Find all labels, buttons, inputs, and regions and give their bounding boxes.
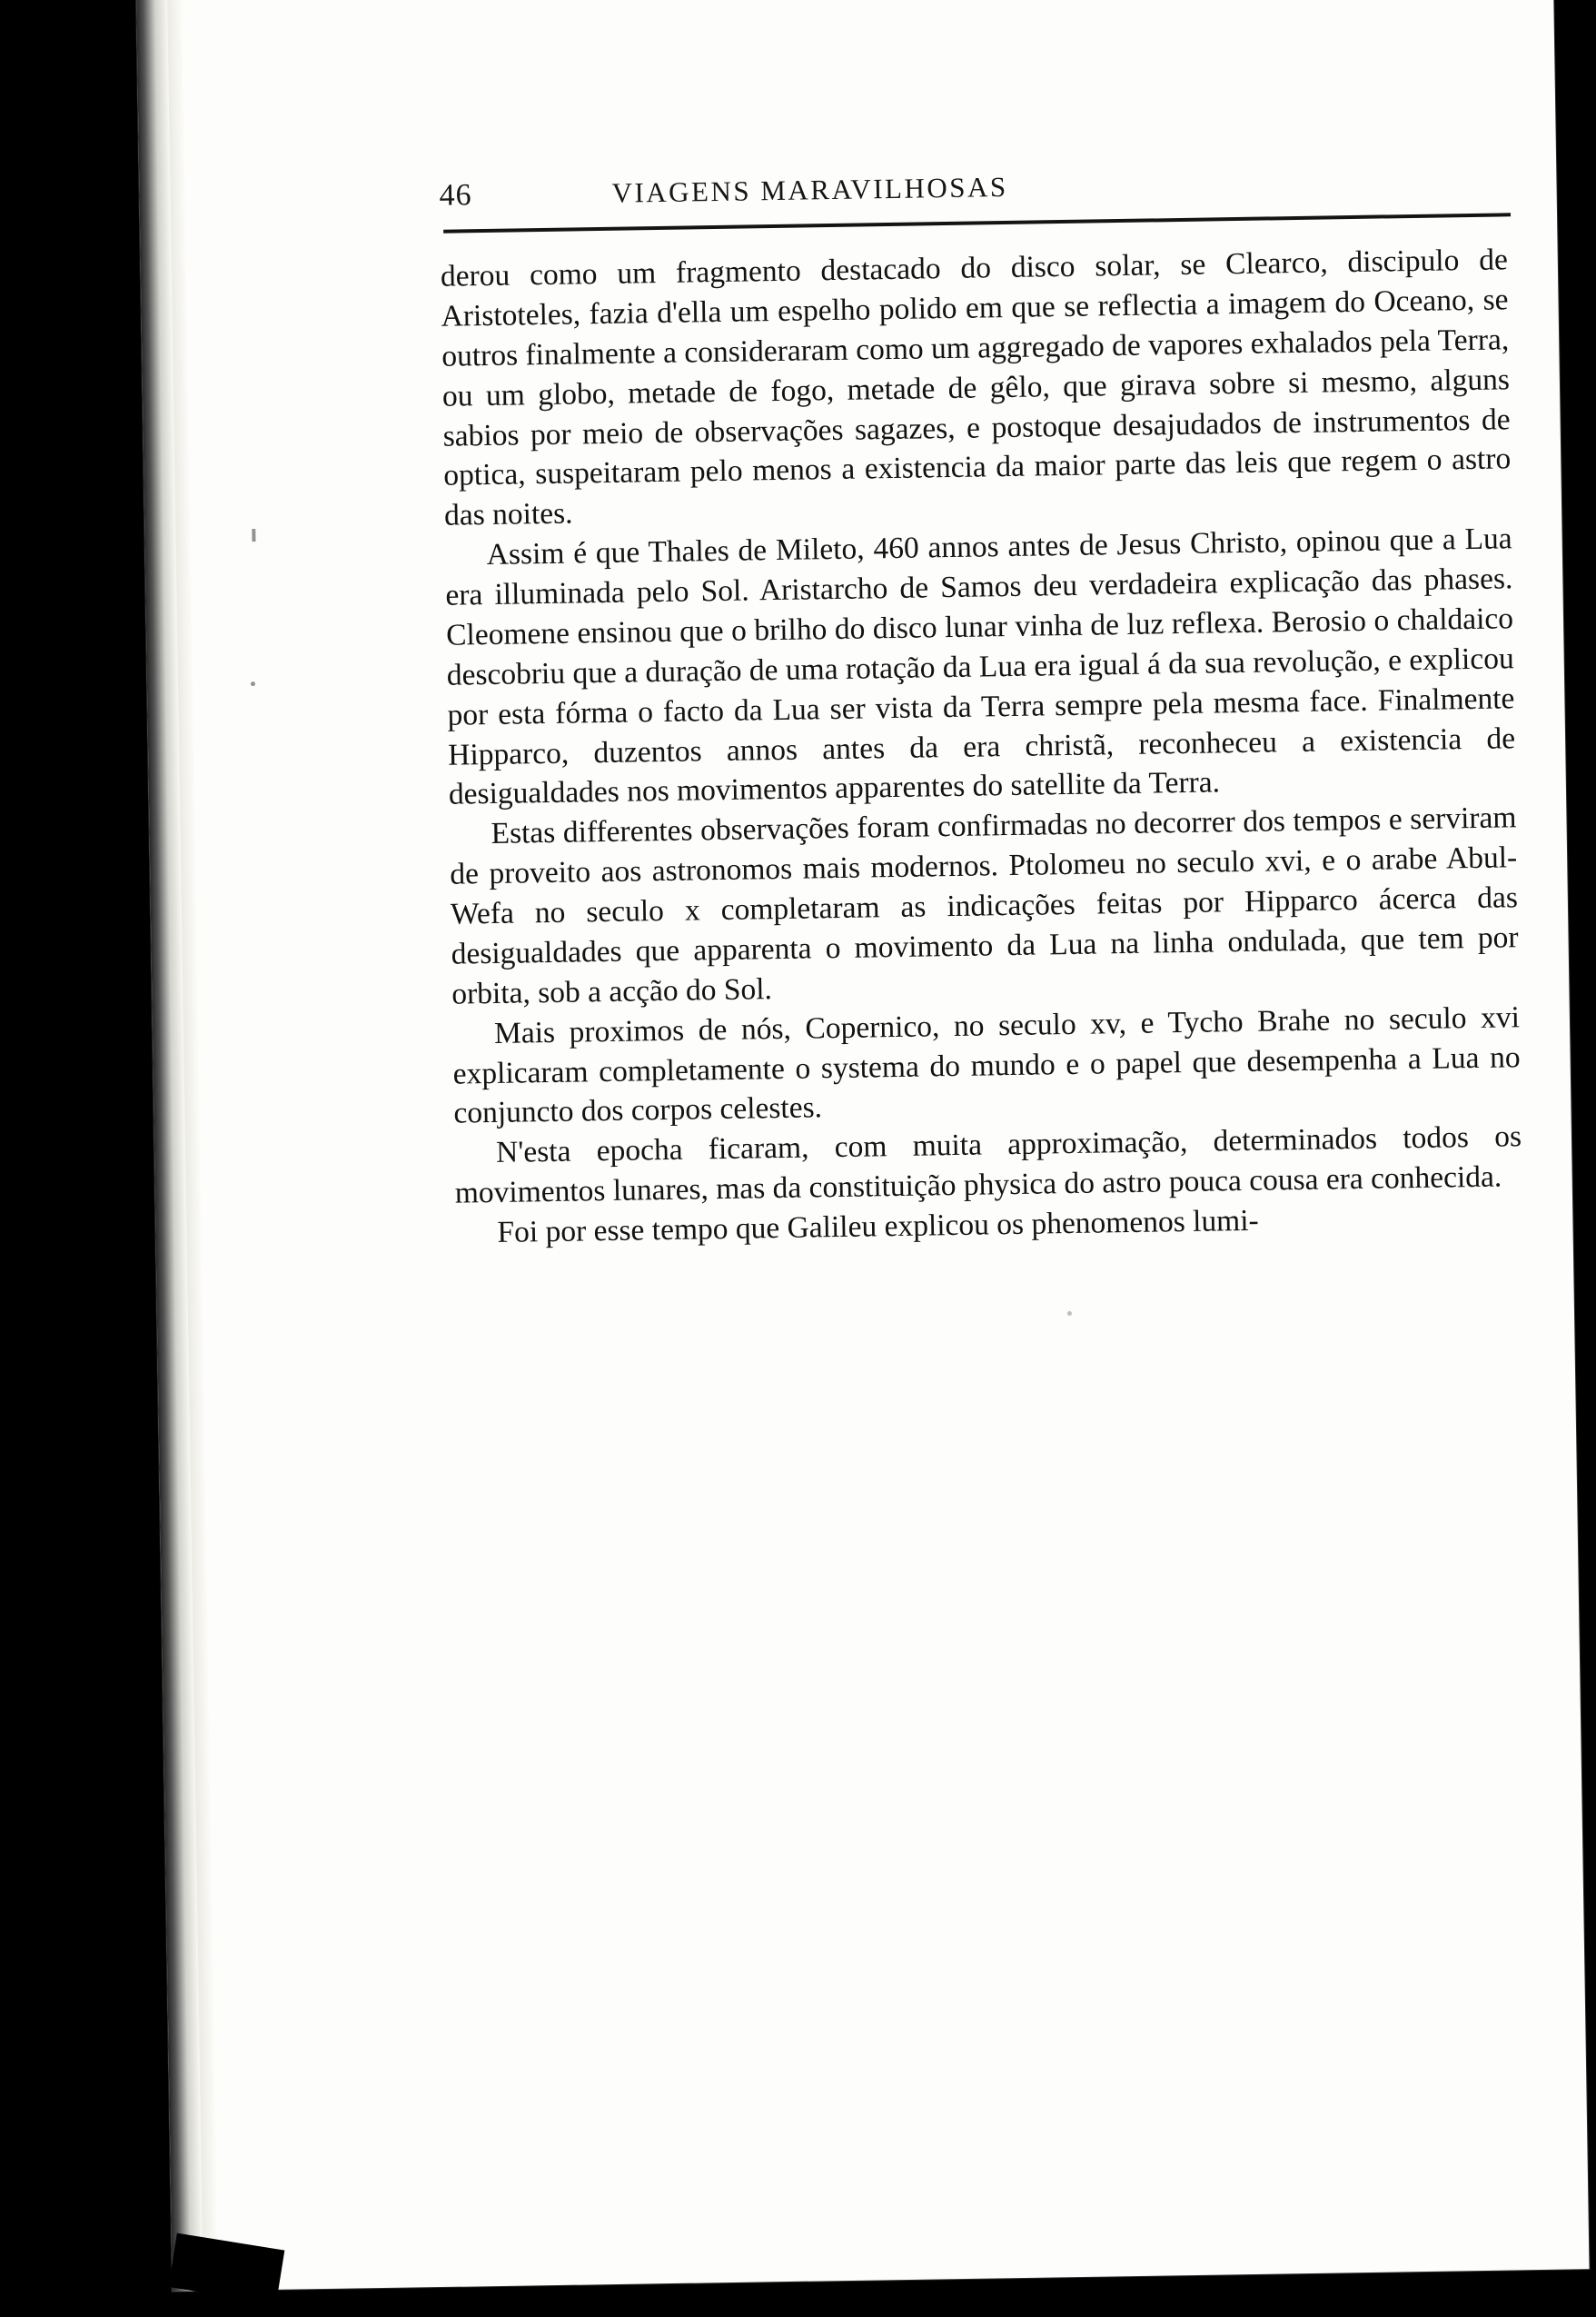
body-text [441,240,1523,1253]
page-content [439,162,1536,1253]
paragraph-3: Estas differentes observações foram confirmadas no decorrer dos tempos e serviram de proveito aos astronomos mais modernos. Ptolomeu no seculo xvi, e o arabe Abul-Wefa no seculo x completaram as indicações feitas por Hipparco ácerca das desigualdades que apparenta o movimento da Lua na linha ondulada, que tem por orbita, sob a acção do Sol. [449,801,1519,1011]
header-rule [443,213,1511,233]
paragraph-4: Mais proximos de nós, Copernico, no seculo xv, e Tycho Brahe no seculo xvi explicaram completamente o systema do mundo e o papel que desempenha a Lua no conjuncto dos corpos celestes. [452,999,1521,1131]
page-header [439,162,1520,214]
paragraph-5: N'esta epocha ficaram, com muita approximação, determinados todos os movimentos lunares, mas da constituição physica do astro pouca cousa era conhecida. [454,1119,1522,1210]
paragraph-1: derou como um fragmento destacado do disco solar, se Clearco, discipulo de Aristoteles, fazia d'ella um espelho polido em que se reflectia a imagem do Oceano, se outros finalmente a consideraram como um aggregado de vapores exhalados pela Terra, ou um globo, metade de fogo, metade de gêlo, que girava sobre si mesmo, alguns sabios por meio de observações sagazes, e postoque desajudados de instrumentos de optica, suspeitaram pelo menos a existencia da maior parte das leis que regem o astro das noites. [440,243,1512,532]
margin-scan-mark [252,529,255,542]
page-scan-speck [1067,1311,1072,1316]
page-edge-shadow [168,2233,284,2304]
margin-scan-speck [251,681,255,686]
book-page-sheet [136,0,1590,2292]
paragraph-6: Foi por esse tempo que Galileu explicou os phenomenos lumi- [497,1203,1259,1249]
paragraph-2: Assim é que Thales de Mileto, 460 annos antes de Jesus Christo, opinou que a Lua era illuminada pelo Sol. Aristarcho de Samos deu verdadeira explicação das phases. Cleomene ensinou que o brilho do disco lunar vinha de luz reflexa. Berosio o chaldaico descobriu que a duração de uma rotação da Lua era igual á da sua revolução, e explicou por esta fórma o facto da Lua ser vista da Terra sempre pela mesma face. Finalmente Hipparco, duzentos annos antes da era christã, reconheceu a existencia de desigualdades nos movimentos apparentes do satellite da Terra. [445,522,1516,812]
running-head: VIAGENS MARAVILHOSAS [611,170,1008,209]
page-number: 46 [439,178,472,213]
